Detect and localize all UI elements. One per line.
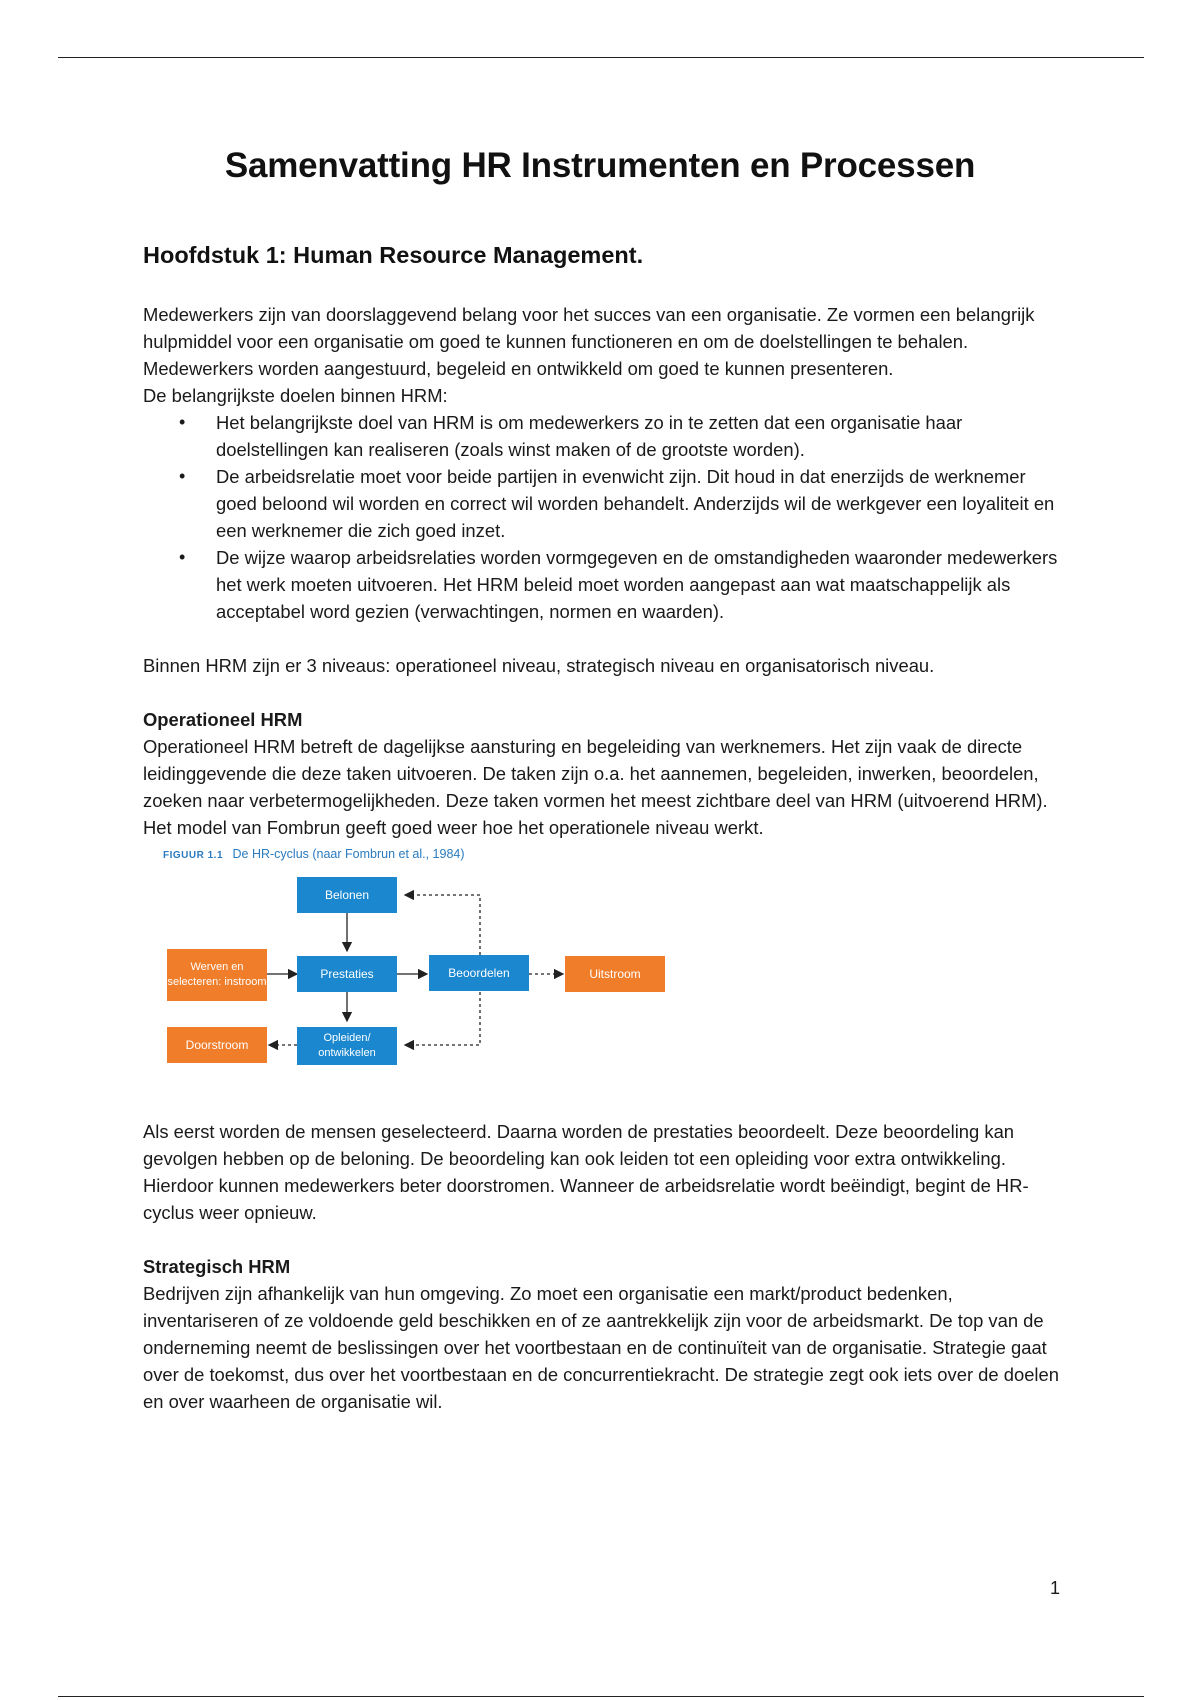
box-beoordelen: Beoordelen — [429, 955, 529, 991]
cycle-paragraph: Als eerst worden de mensen geselecteerd. Daarna worden de prestaties beoordeelt. Deze beoordeling kan gevolgen hebben op de beloning. De beoordeling kan ook leiden tot een opleiding voor extra ontwikkeling. Hierdoor kunnen medewerkers beter doorstromen. Wanneer de arbeidsrelatie wordt beëindigt, begint de HR-cyclus weer opnieuw. — [143, 1121, 1029, 1223]
goal-item-1: • Het belangrijkste doel van HRM is om medewerkers zo in te zetten dat een organisatie haar doelstellingen kan realiseren (zoals winst maken of de grootste worden). — [216, 409, 1063, 463]
box-opleiden: Opleiden/ ontwikkelen — [297, 1027, 397, 1065]
header-rule — [58, 57, 1144, 58]
box-doorstroom: Doorstroom — [167, 1027, 267, 1063]
levels-paragraph: Binnen HRM zijn er 3 niveaus: operationeel niveau, strategisch niveau en organisatorisch niveau. — [143, 655, 935, 676]
arrow-beoordelen-opleiden — [405, 992, 480, 1045]
goal-item-2: • De arbeidsrelatie moet voor beide partijen in evenwicht zijn. Dit houd in dat enerzijds de werknemer goed beloond wil worden en correct wil worden behandelt. Anderzijds wil de werkgever een loyaliteit en een werknemer die zich goed inzet. — [216, 463, 1063, 544]
figure-caption-text: De HR-cyclus (naar Fombrun et al., 1984) — [232, 847, 465, 861]
box-uitstroom: Uitstroom — [565, 956, 665, 992]
box-belonen: Belonen — [297, 877, 397, 913]
intro-paragraph: Medewerkers zijn van doorslaggevend belang voor het succes van een organisatie. Ze vormen een belangrijk hulpmiddel voor een organisatie om goed te kunnen functioneren en om de doelstellingen te behalen. Medewerkers worden aangestuurd, begeleid en ontwikkeld om goed te kunnen presenteren. — [143, 304, 1035, 379]
page-number: 1 — [1049, 1578, 1060, 1598]
figure-label: FIGUUR 1.1 — [163, 850, 224, 861]
strategic-paragraph: Bedrijven zijn afhankelijk van hun omgeving. Zo moet een organisatie een markt/product bedenken, inventariseren of ze voldoende geld beschikken en of ze aantrekkelijk zijn voor de arbeidsmarkt. De top van de onderneming neemt de beslissingen over het voortbestaan en de continuïteit van de organisatie. Strategie gaat over de toekomst, dus over het voortbestaan en de concurrentiekracht. De strategie zegt ook iets over de doelen en over waarheen de organisatie wil. — [143, 1283, 1059, 1412]
goal-item-3: • De wijze waarop arbeidsrelaties worden vormgegeven en de omstandigheden waaronder medewerkers het werk moeten uitvoeren. Het HRM beleid moet worden aangepast aan wat maatschappelijk als acceptabel word gezien (verwachtingen, normen en waarden). — [216, 544, 1063, 625]
box-werven: Werven en selecteren: instroom — [167, 949, 267, 1001]
arrow-beoordelen-belonen — [405, 895, 480, 955]
page-content — [143, 242, 1063, 1415]
footer-rule — [58, 1696, 1144, 1697]
operational-heading: Operationeel HRM — [143, 709, 303, 730]
strategic-heading: Strategisch HRM — [143, 1256, 291, 1277]
hr-cycle-figure — [163, 847, 723, 1092]
box-prestaties: Prestaties — [297, 956, 397, 992]
chapter-heading: Hoofdstuk 1: Human Resource Management. — [143, 242, 644, 268]
goals-list — [143, 409, 1063, 625]
document-title: Samenvatting HR Instrumenten en Processen — [224, 146, 976, 185]
goals-intro: De belangrijkste doelen binnen HRM: — [143, 385, 448, 406]
operational-paragraph: Operationeel HRM betreft de dagelijkse aansturing en begeleiding van werknemers. Het zijn vaak de directe leidinggevende die deze taken uitvoeren. De taken zijn o.a. het aannemen, begeleiden, inwerken, beoordelen, zoeken naar verbetermogelijkheden. Deze taken vormen het meest zichtbare deel van HRM (uitvoerend HRM). Het model van Fombrun geeft goed weer hoe het operationele niveau werkt. — [143, 736, 1048, 838]
